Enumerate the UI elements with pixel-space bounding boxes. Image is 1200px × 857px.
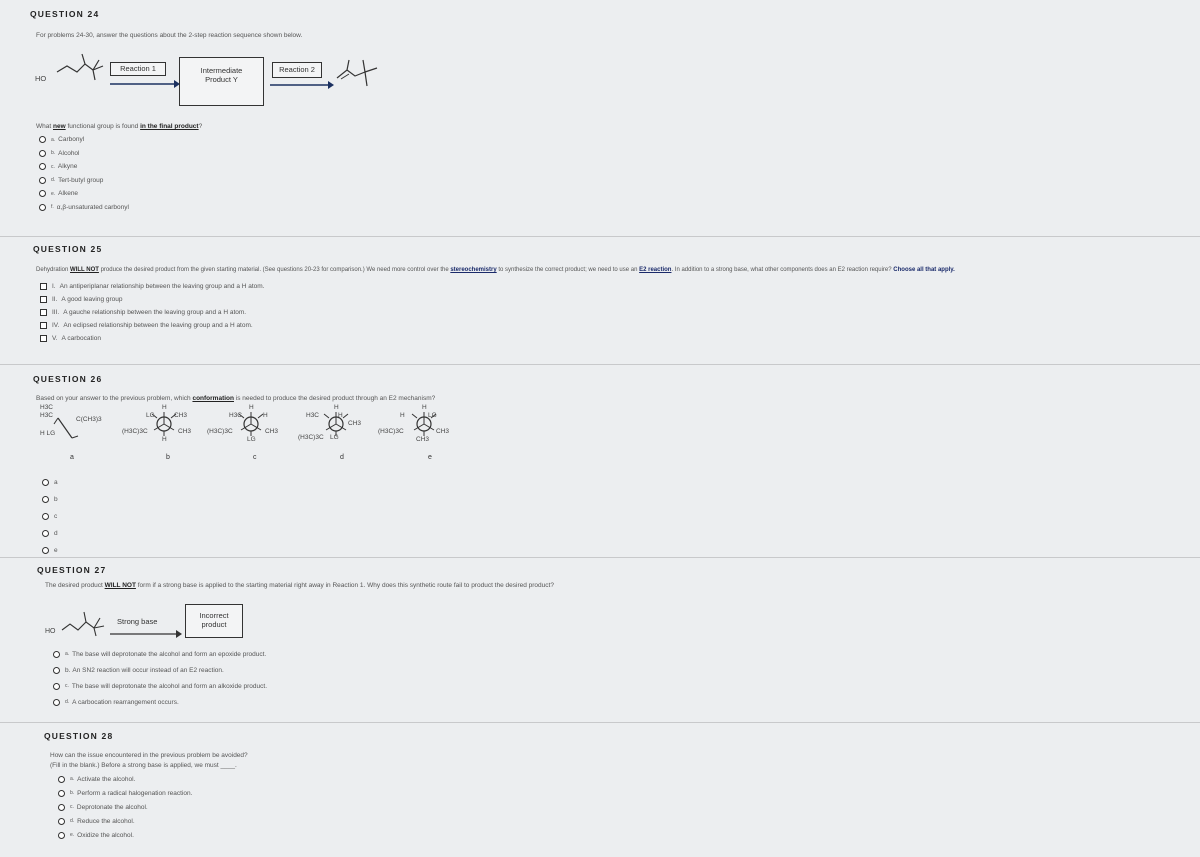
radio-button[interactable] bbox=[39, 163, 46, 170]
conformation-d: H H3C H CH3 (H3C)3C LG d bbox=[298, 404, 362, 461]
question-26-options bbox=[42, 474, 58, 559]
option-28d[interactable]: d. Reduce the alcohol. bbox=[58, 814, 192, 828]
radio-button[interactable] bbox=[53, 651, 60, 658]
checkbox[interactable] bbox=[40, 309, 47, 316]
option-27d[interactable]: d. A carbocation rearrangement occurs. bbox=[53, 694, 267, 710]
question-25-prompt: Dehydration WILL NOT produce the desired product from the given starting material. (See questions 20-23 for comparison.) We need more control over the stereochemistry to synthesize the correct product; we need to use an E2 reaction. In addition to a strong base, what other components does an E2 reaction require? Choose all that apply. bbox=[36, 267, 955, 273]
radio-button[interactable] bbox=[42, 530, 49, 537]
reaction-1-label: Reaction 1 bbox=[110, 62, 166, 76]
question-27-title: QUESTION 27 bbox=[37, 565, 107, 575]
radio-button[interactable] bbox=[58, 790, 65, 797]
radio-button[interactable] bbox=[58, 832, 65, 839]
starting-material-structure bbox=[60, 610, 108, 638]
intermediate-line1: Intermediate bbox=[200, 66, 243, 75]
option-24f[interactable]: f. α,β-unsaturated carbonyl bbox=[39, 201, 129, 215]
option-25-iii[interactable]: III. A gauche relationship between the leaving group and a H atom. bbox=[40, 306, 265, 319]
newman-projection bbox=[239, 412, 263, 436]
option-24e[interactable]: e. Alkene bbox=[39, 187, 129, 201]
option-25-ii[interactable]: II. A good leaving group bbox=[40, 293, 265, 306]
question-24-intro: For problems 24-30, answer the questions about the 2-step reaction sequence shown below. bbox=[36, 32, 303, 39]
option-25-i[interactable]: I. An antiperiplanar relationship between the leaving group and a H atom. bbox=[40, 280, 265, 293]
question-27-options bbox=[53, 646, 267, 710]
reaction-2-label: Reaction 2 bbox=[272, 62, 322, 78]
option-27a[interactable]: a. The base will deprotonate the alcohol and form an epoxide product. bbox=[53, 646, 267, 662]
ho-label: HO bbox=[35, 74, 47, 83]
option-28a[interactable]: a. Activate the alcohol. bbox=[58, 772, 192, 786]
arrow-icon bbox=[110, 80, 180, 88]
conformation-e: H H LG (H3C)3C CH3 CH3 e bbox=[378, 404, 450, 461]
radio-button[interactable] bbox=[53, 683, 60, 690]
checkbox[interactable] bbox=[40, 322, 47, 329]
radio-button[interactable] bbox=[58, 804, 65, 811]
option-24d[interactable]: d. Tert-butyl group bbox=[39, 174, 129, 188]
radio-button[interactable] bbox=[53, 667, 60, 674]
question-26-prompt: Based on your answer to the previous problem, which conformation is needed to produce the desired product through an E2 mechanism? bbox=[36, 395, 436, 402]
question-25-options bbox=[40, 280, 265, 345]
option-26d[interactable]: d bbox=[42, 525, 58, 542]
radio-button[interactable] bbox=[58, 776, 65, 783]
question-24-title: QUESTION 24 bbox=[30, 9, 100, 19]
final-product-structure bbox=[335, 54, 385, 94]
radio-button[interactable] bbox=[42, 513, 49, 520]
question-28-options bbox=[58, 772, 192, 842]
option-27c[interactable]: c. The base will deprotonate the alcohol and form an alkoxide product. bbox=[53, 678, 267, 694]
conformation-c: H H3C H (H3C)3C CH3 LG c bbox=[207, 404, 279, 461]
option-28b[interactable]: b. Perform a radical halogenation reaction. bbox=[58, 786, 192, 800]
option-24c[interactable]: c. Alkyne bbox=[39, 160, 129, 174]
divider bbox=[0, 236, 1200, 237]
radio-button[interactable] bbox=[42, 496, 49, 503]
option-27b[interactable]: b. An SN2 reaction will occur instead of an E2 reaction. bbox=[53, 662, 267, 678]
checkbox[interactable] bbox=[40, 296, 47, 303]
option-28c[interactable]: c. Deprotonate the alcohol. bbox=[58, 800, 192, 814]
radio-button[interactable] bbox=[42, 479, 49, 486]
conformation-b: H LG CH3 (H3C)3C CH3 H b bbox=[122, 404, 192, 461]
radio-button[interactable] bbox=[39, 204, 46, 211]
question-25-title: QUESTION 25 bbox=[33, 244, 103, 254]
option-26b[interactable]: b bbox=[42, 491, 58, 508]
arrow-icon bbox=[110, 630, 182, 638]
divider bbox=[0, 557, 1200, 558]
incorrect-product-box: Incorrect product bbox=[185, 604, 243, 638]
strong-base-label: Strong base bbox=[117, 617, 158, 626]
radio-button[interactable] bbox=[39, 150, 46, 157]
question-26-title: QUESTION 26 bbox=[33, 374, 103, 384]
question-28-title: QUESTION 28 bbox=[44, 731, 114, 741]
option-26e[interactable]: e bbox=[42, 542, 58, 559]
radio-button[interactable] bbox=[39, 177, 46, 184]
checkbox[interactable] bbox=[40, 283, 47, 290]
question-28-line2: (Fill in the blank.) Before a strong base is applied, we must ____. bbox=[50, 762, 237, 769]
option-25-v[interactable]: V. A carbocation bbox=[40, 332, 265, 345]
intermediate-product-box bbox=[179, 57, 264, 106]
option-28e[interactable]: e. Oxidize the alcohol. bbox=[58, 828, 192, 842]
newman-projection bbox=[152, 412, 176, 436]
sawhorse-structure bbox=[54, 414, 78, 444]
intermediate-line2: Product Y bbox=[205, 75, 238, 84]
newman-projection bbox=[324, 412, 348, 436]
question-24-prompt: What new functional group is found in the final product? bbox=[36, 123, 203, 130]
radio-button[interactable] bbox=[42, 547, 49, 554]
radio-button[interactable] bbox=[39, 136, 46, 143]
option-26c[interactable]: c bbox=[42, 508, 58, 525]
radio-button[interactable] bbox=[39, 190, 46, 197]
option-26a[interactable]: a bbox=[42, 474, 58, 491]
conformation-a: H3C H3C C(CH3)3 H LG a bbox=[40, 404, 102, 461]
arrow-icon bbox=[270, 81, 334, 89]
divider bbox=[0, 364, 1200, 365]
option-24a[interactable]: a. Carbonyl bbox=[39, 133, 129, 147]
radio-button[interactable] bbox=[58, 818, 65, 825]
option-24b[interactable]: b. Alcohol bbox=[39, 147, 129, 161]
option-25-iv[interactable]: IV. An eclipsed relationship between the leaving group and a H atom. bbox=[40, 319, 265, 332]
divider bbox=[0, 722, 1200, 723]
radio-button[interactable] bbox=[53, 699, 60, 706]
question-28-line1: How can the issue encountered in the previous problem be avoided? bbox=[50, 752, 248, 759]
question-27-prompt: The desired product WILL NOT form if a strong base is applied to the starting material right away in Reaction 1. Why does this synthetic route fail to product the desired product? bbox=[45, 582, 554, 589]
ho-label: HO bbox=[45, 628, 56, 635]
starting-material-structure bbox=[55, 52, 115, 86]
checkbox[interactable] bbox=[40, 335, 47, 342]
question-24-options bbox=[39, 133, 129, 214]
